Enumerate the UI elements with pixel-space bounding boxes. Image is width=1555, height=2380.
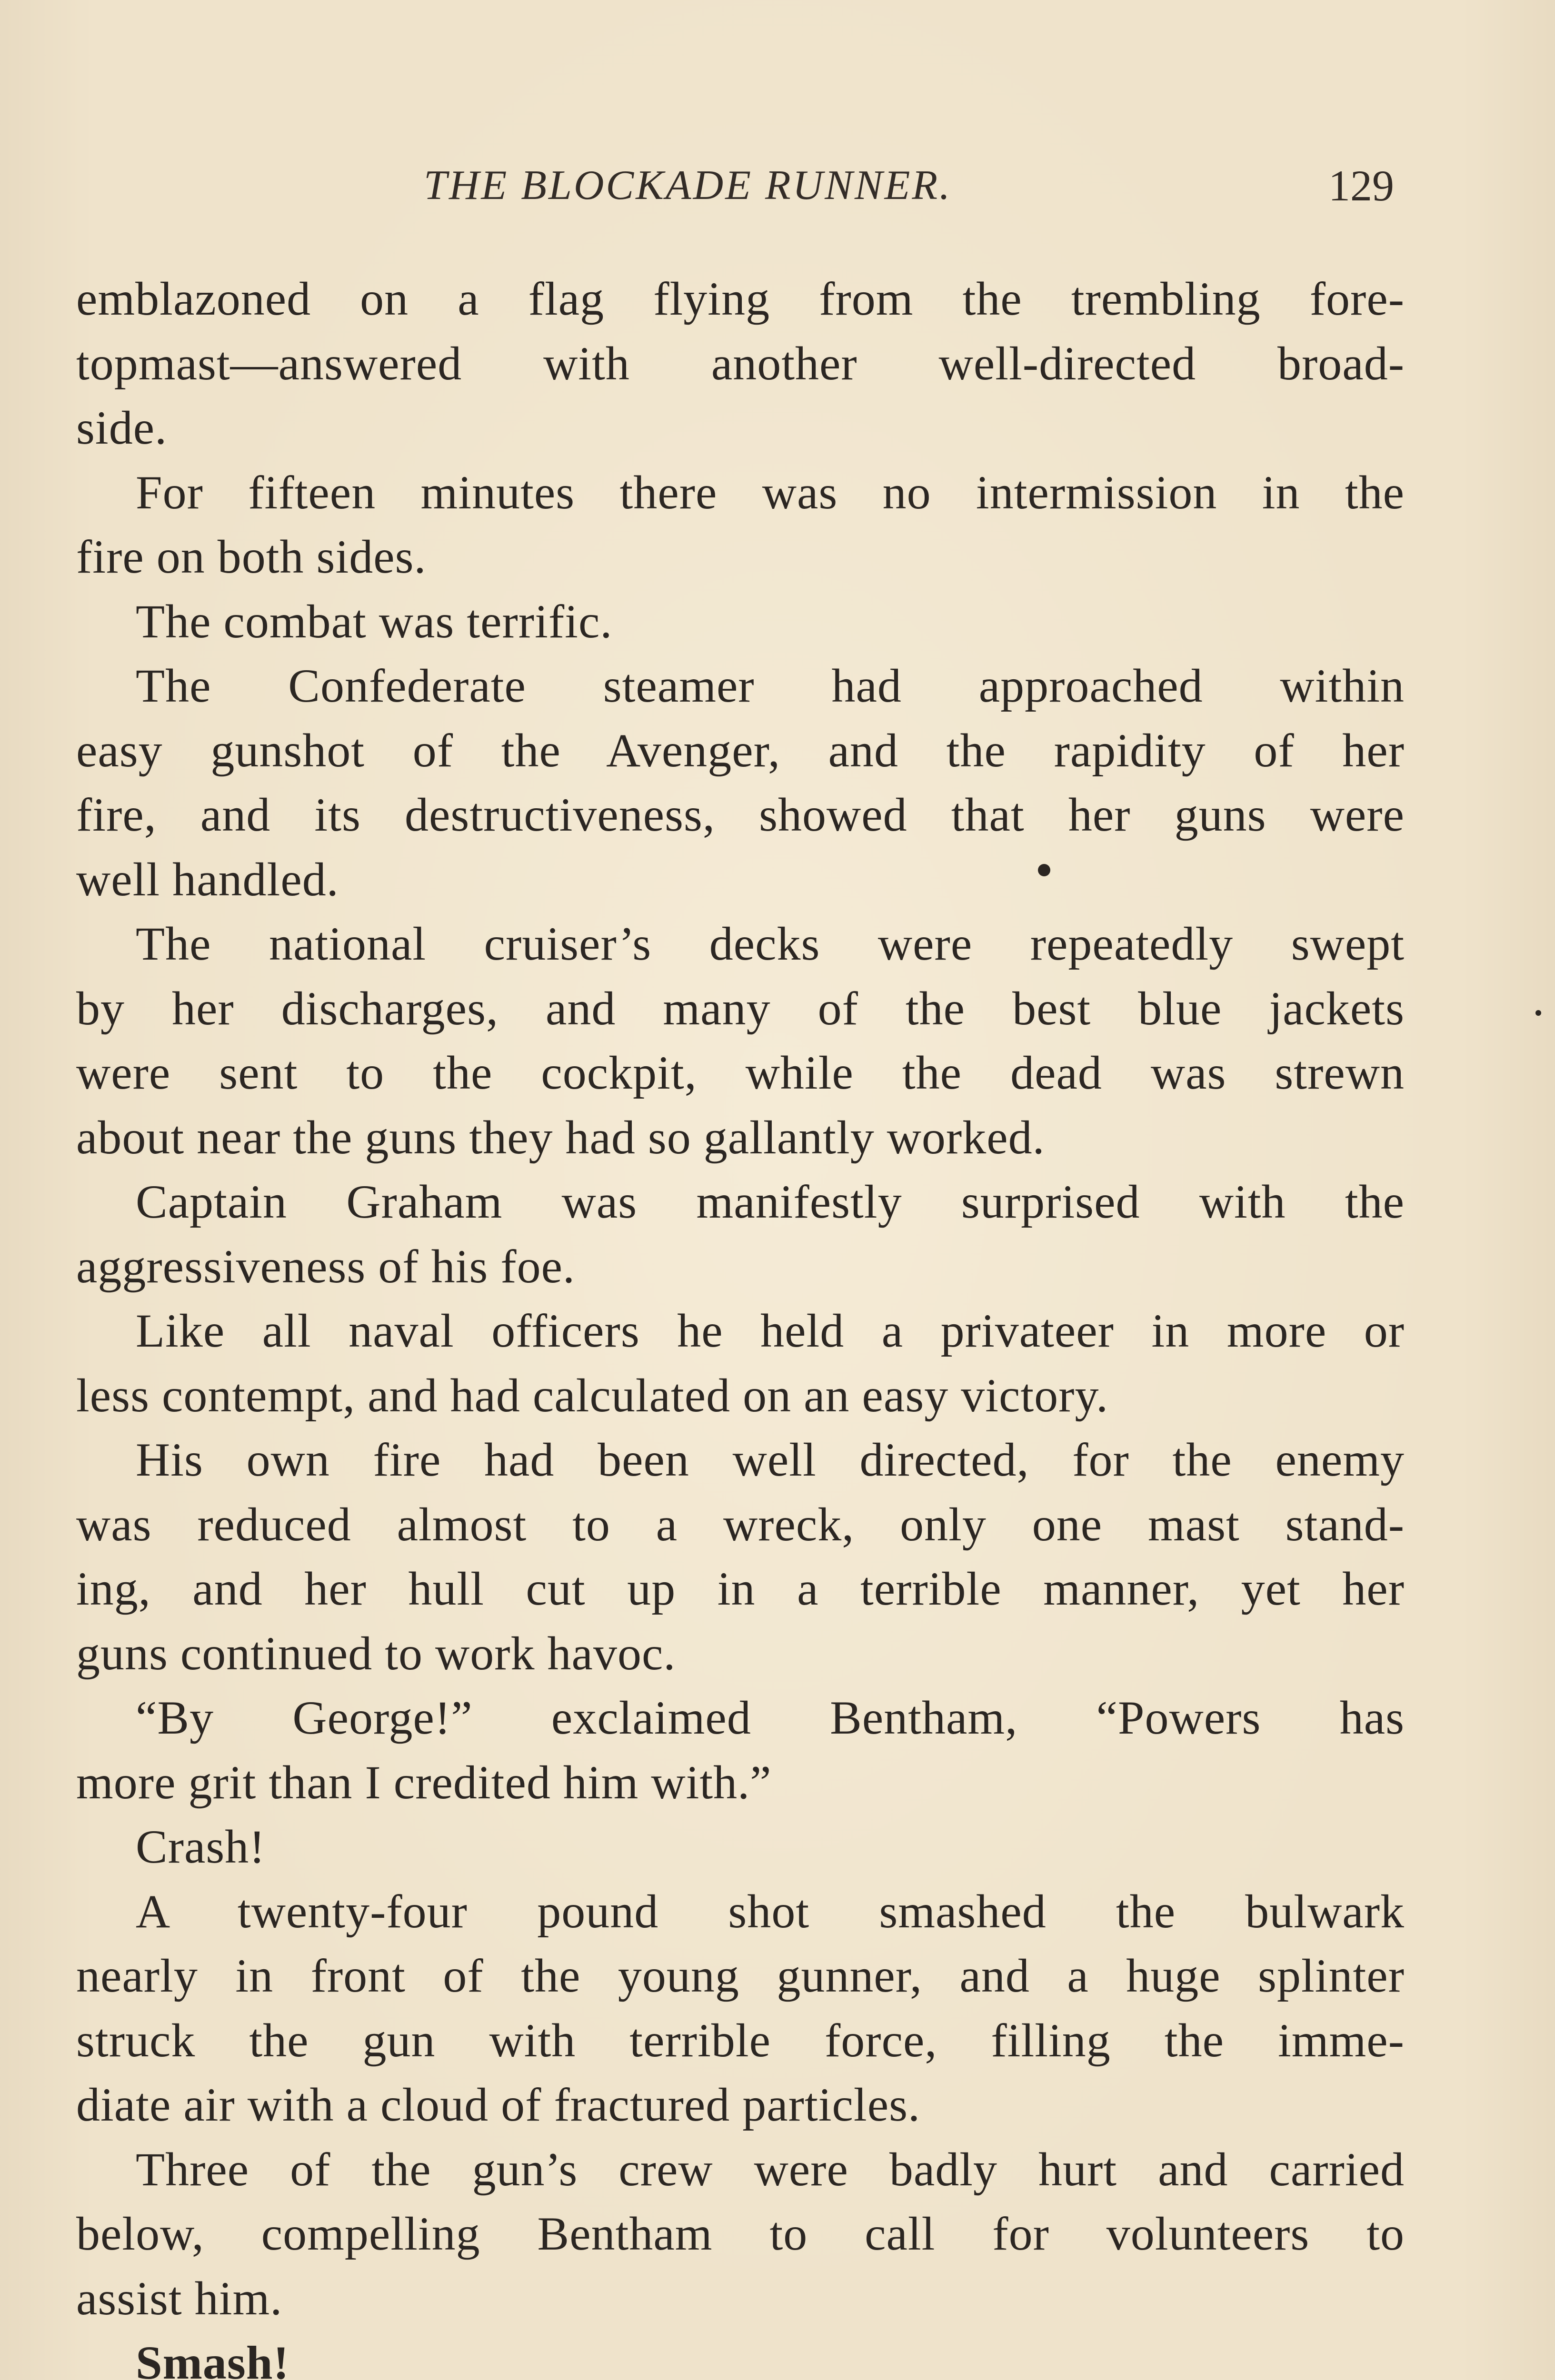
ink-speck [1535, 1010, 1541, 1016]
text-line: Crash! [136, 1820, 266, 1873]
text-line: For fifteen minutes there was no intermission in the [136, 466, 1405, 519]
text-line: The national cruiser’s decks were repeatedly swept [136, 917, 1405, 970]
page-number: 129 [1328, 161, 1394, 210]
text-line: topmast—answered with another well-directed broad- [76, 337, 1405, 390]
ink-speck [1038, 864, 1050, 876]
text-line: more grit than I credited him with.” [76, 1755, 772, 1809]
running-head [0, 157, 1555, 214]
text-line: The combat was terrific. [136, 595, 613, 648]
text-line: Smash! [136, 2336, 289, 2380]
text-line: struck the gun with terrible force, filling the imme- [76, 2013, 1405, 2067]
text-line: side. [76, 401, 168, 454]
text-line: well handled. [76, 853, 339, 906]
text-line: fire on both sides. [76, 530, 427, 583]
text-line: guns continued to work havoc. [76, 1626, 676, 1680]
text-line: assist him. [76, 2271, 283, 2325]
text-line: were sent to the cockpit, while the dead was strewn [76, 1046, 1405, 1099]
text-line: diate air with a cloud of fractured particles. [76, 2078, 921, 2131]
text-line: Like all naval officers he held a privateer in more or [136, 1304, 1405, 1357]
text-line: fire, and its destructiveness, showed that her guns were [76, 788, 1405, 841]
text-line: emblazoned on a flag flying from the trembling fore- [76, 272, 1405, 325]
text-line: by her discharges, and many of the best blue jackets [76, 982, 1405, 1035]
text-line: easy gunshot of the Avenger, and the rapidity of her [76, 724, 1405, 777]
text-line: about near the guns they had so gallantly worked. [76, 1111, 1045, 1164]
text-line: Captain Graham was manifestly surprised with the [136, 1175, 1405, 1228]
text-line: A twenty-four pound shot smashed the bulwark [136, 1884, 1405, 1938]
text-line: less contempt, and had calculated on an easy victory. [76, 1368, 1108, 1422]
text-line: His own fire had been well directed, for the enemy [136, 1433, 1405, 1486]
text-line: nearly in front of the young gunner, and a huge splinter [76, 1949, 1405, 2002]
running-title: THE BLOCKADE RUNNER. [424, 162, 952, 208]
text-line: below, compelling Bentham to call for volunteers to [76, 2207, 1405, 2260]
text-line: ing, and her hull cut up in a terrible manner, yet her [76, 1562, 1405, 1615]
text-line: “By George!” exclaimed Bentham, “Powers has [136, 1691, 1405, 1744]
body-text [76, 267, 1405, 2380]
text-line: aggressiveness of his foe. [76, 1240, 575, 1293]
text-line: Three of the gun’s crew were badly hurt and carried [136, 2142, 1405, 2196]
text-line: The Confederate steamer had approached within [136, 659, 1405, 712]
text-line: was reduced almost to a wreck, only one mast stand- [76, 1497, 1405, 1551]
